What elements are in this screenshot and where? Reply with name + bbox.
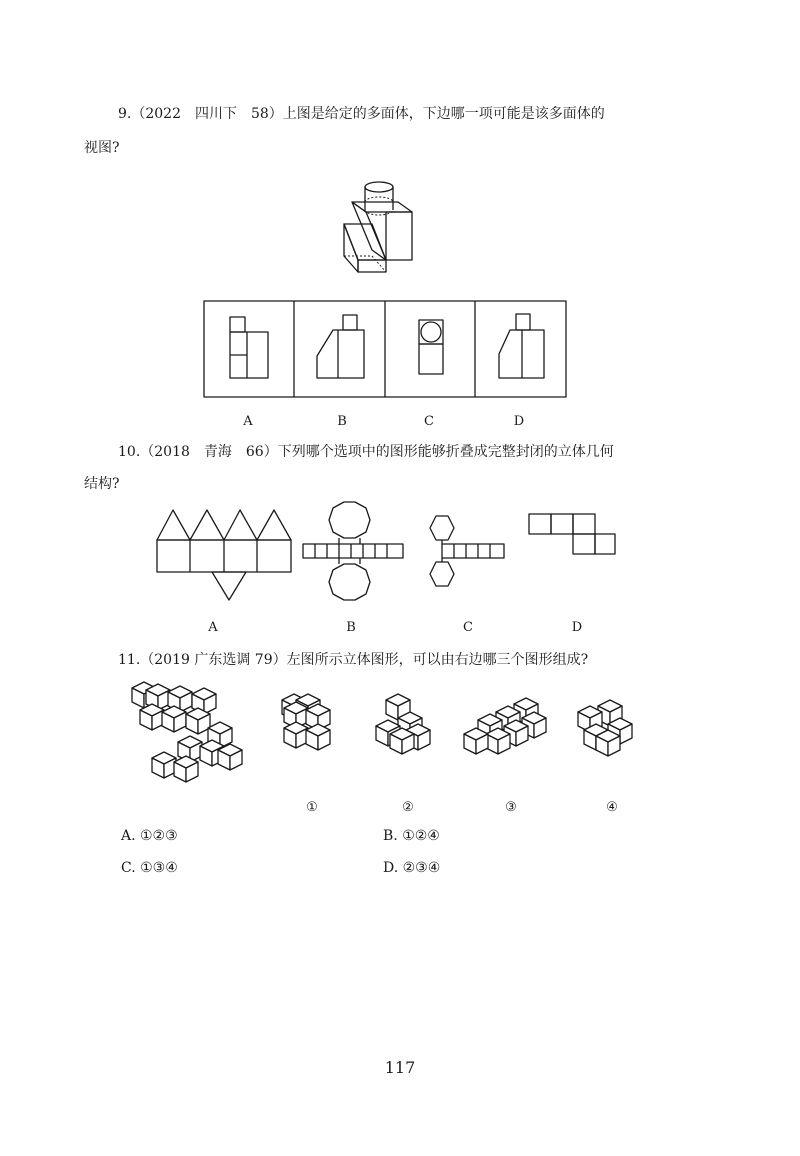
- q9-options-frame: [203, 300, 567, 398]
- q10-option-d-label: D: [571, 620, 583, 635]
- q11-composite-solid: [132, 682, 242, 792]
- q11-figure-2-label: ②: [402, 800, 414, 815]
- q11-figure-3-label: ③: [505, 800, 517, 815]
- q11-text: 11.（2019 广东选调 79）左图所示立体图形，可以由右边哪三个图形组成?: [118, 652, 589, 668]
- q11-figure-1-label: ①: [306, 800, 318, 815]
- q11-choice-b[interactable]: B. ①②④: [383, 828, 440, 844]
- q9-option-a-view[interactable]: [230, 317, 268, 378]
- q9-option-d-label: D: [513, 414, 525, 429]
- q9-option-a-label: A: [243, 414, 253, 429]
- q9-option-c-view[interactable]: [419, 320, 443, 374]
- q11-figure-4-label: ④: [606, 800, 618, 815]
- q10-option-b-label: B: [346, 620, 356, 635]
- q11-choice-c[interactable]: C. ①③④: [121, 860, 178, 876]
- q11-choice-d[interactable]: D. ②③④: [383, 860, 441, 876]
- q10-net-a[interactable]: [156, 502, 296, 602]
- q10-option-a-label: A: [208, 620, 218, 635]
- q11-figure-4-solid[interactable]: [572, 700, 642, 770]
- q10-text-line2: 结构?: [84, 476, 120, 492]
- q9-text-line1: 9.（2022 四川下 58）上图是给定的多面体，下边哪一项可能是该多面体的: [118, 106, 605, 122]
- q11-figure-1-solid[interactable]: [282, 694, 342, 764]
- q9-option-d-view[interactable]: [499, 314, 544, 378]
- page-number: 117: [384, 1058, 416, 1077]
- q10-text-line1: 10.（2018 青海 66）下列哪个选项中的图形能够折叠成完整封闭的立体几何: [118, 444, 614, 460]
- q11-figure-3-solid[interactable]: [462, 698, 557, 768]
- q9-polyhedron-figure: [330, 172, 430, 282]
- q9-option-c-label: C: [424, 414, 434, 429]
- q9-option-b-label: B: [337, 414, 347, 429]
- q10-net-c[interactable]: [428, 512, 518, 602]
- q11-figure-2-solid[interactable]: [370, 692, 440, 762]
- q10-net-d[interactable]: [527, 512, 627, 572]
- q9-option-b-view[interactable]: [317, 315, 364, 378]
- q9-text-line2: 视图?: [84, 140, 120, 156]
- q11-choice-a[interactable]: A. ①②③: [121, 828, 178, 844]
- q10-net-b[interactable]: [300, 500, 410, 600]
- q10-option-c-label: C: [463, 620, 473, 635]
